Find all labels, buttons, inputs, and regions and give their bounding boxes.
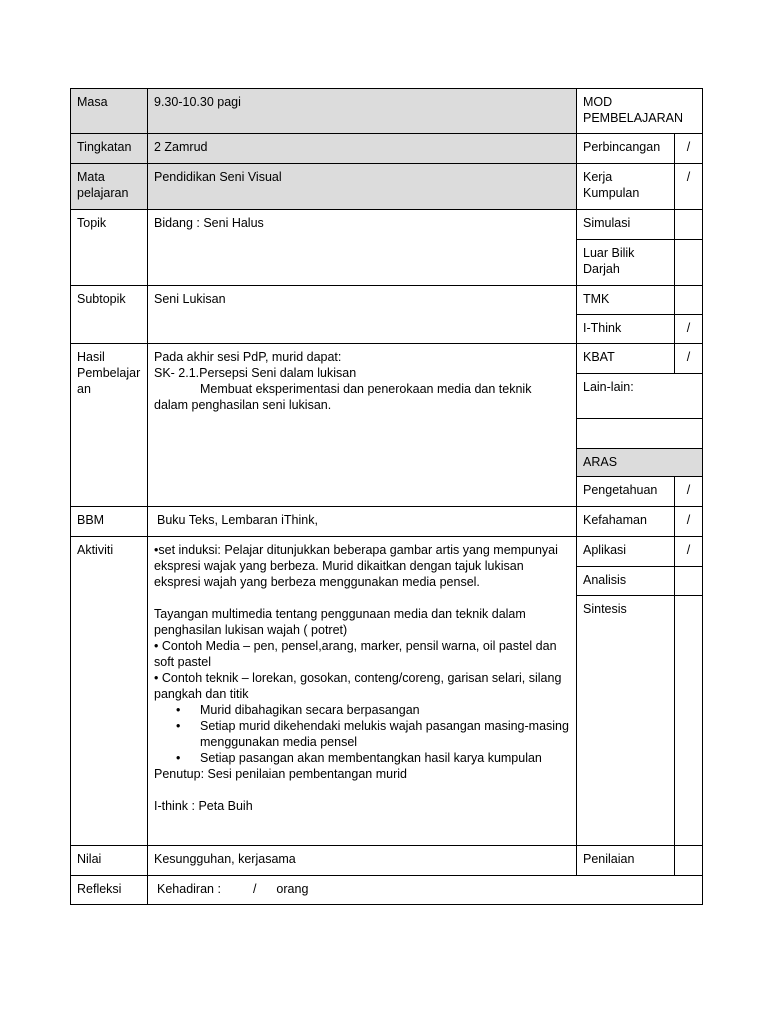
aras-mark-sintesis — [675, 596, 703, 846]
bullet-icon: • — [176, 751, 181, 765]
aktiviti-penutup: Penutup: Sesi penilaian pembentangan murid — [154, 767, 407, 781]
bullet-icon: • — [176, 703, 181, 717]
penilaian-mark — [675, 846, 703, 876]
list-item: • Setiap murid dikehendaki melukis wajah pasangan masing-masing menggunakan media pensel — [176, 719, 569, 749]
refleksi-slash: / — [252, 882, 257, 896]
aras-mark-pengetahuan: / — [675, 477, 703, 507]
value-topik: Bidang : Seni Halus — [148, 210, 577, 286]
hasil-line-1: Pada akhir sesi PdP, murid dapat: — [154, 350, 342, 364]
mod-item-kbat: KBAT — [577, 344, 675, 374]
bullet-icon: • — [176, 719, 181, 733]
aras-header: ARAS — [577, 449, 703, 477]
aras-item-kefahaman: Kefahaman — [577, 507, 675, 537]
label-masa: Masa — [70, 88, 148, 134]
aktiviti-contoh-teknik: • Contoh teknik – lorekan, gosokan, conteng/coreng, garisan selari, silang pangkah dan titik — [154, 671, 562, 701]
mod-lain-lain: Lain-lain: — [577, 374, 703, 419]
aktiviti-ithink: I-think : Peta Buih — [154, 799, 253, 813]
mod-item-simulasi: Simulasi — [577, 210, 675, 240]
mod-mark-simulasi — [675, 210, 703, 240]
aktiviti-tayangan: Tayangan multimedia tentang penggunaan media dan teknik dalam penghasilan lukisan wajah ( potret) — [154, 607, 526, 637]
value-refleksi — [148, 876, 703, 905]
mod-mark-kerja-kumpulan: / — [675, 164, 703, 210]
aras-item-sintesis: Sintesis — [577, 596, 675, 846]
aras-item-aplikasi: Aplikasi — [577, 537, 675, 567]
mod-item-luar-bilik-darjah: Luar Bilik Darjah — [577, 240, 675, 286]
value-bbm: Buku Teks, Lembaran iThink, — [148, 507, 577, 537]
label-mata-pelajaran: Mata pelajaran — [70, 164, 148, 210]
lesson-plan-table — [70, 88, 703, 905]
label-refleksi: Refleksi — [70, 876, 148, 905]
hasil-line-3: Membuat eksperimentasi dan penerokaan media dan teknik — [200, 382, 532, 396]
aras-mark-analisis — [675, 567, 703, 596]
value-aktiviti — [148, 537, 577, 846]
mod-mark-i-think: / — [675, 315, 703, 344]
label-hasil-pembelajaran: Hasil Pembelajar an — [70, 344, 148, 507]
mod-mark-kbat: / — [675, 344, 703, 374]
mod-item-tmk: TMK — [577, 286, 675, 315]
aras-mark-aplikasi: / — [675, 537, 703, 567]
aras-mark-kefahaman: / — [675, 507, 703, 537]
value-mata-pelajaran: Pendidikan Seni Visual — [148, 164, 577, 210]
mod-item-perbincangan: Perbincangan — [577, 134, 675, 164]
aras-item-pengetahuan: Pengetahuan — [577, 477, 675, 507]
hasil-line-4: dalam penghasilan seni lukisan. — [154, 398, 332, 412]
list-item: • Setiap pasangan akan membentangkan hasil karya kumpulan — [176, 751, 542, 765]
label-topik: Topik — [70, 210, 148, 286]
aktiviti-contoh-media: • Contoh Media – pen, pensel,arang, marker, pensil warna, oil pastel dan soft pastel — [154, 639, 557, 669]
value-subtopik: Seni Lukisan — [148, 286, 577, 344]
value-hasil-pembelajaran — [148, 344, 577, 507]
value-masa: 9.30-10.30 pagi — [148, 88, 577, 134]
refleksi-orang: orang — [276, 882, 309, 896]
value-nilai: Kesungguhan, kerjasama — [148, 846, 577, 876]
mod-blank-row — [577, 419, 703, 449]
aktiviti-set-induksi: •set induksi: Pelajar ditunjukkan beberapa gambar artis yang mempunyai ekspresi wajak yang berbeza. Murid dikaitkan dengan tajuk lukisan ekspresi wajah yang berbeza menggunakan media pensel. — [154, 543, 558, 589]
mod-mark-perbincangan: / — [675, 134, 703, 164]
refleksi-kehadiran: Kehadiran : — [157, 882, 221, 896]
list-item: • Murid dibahagikan secara berpasangan — [176, 703, 420, 717]
mod-mark-tmk — [675, 286, 703, 315]
value-tingkatan: 2 Zamrud — [148, 134, 577, 164]
mod-item-i-think: I-Think — [577, 315, 675, 344]
mod-header: MOD PEMBELAJARAN — [577, 88, 703, 134]
label-nilai: Nilai — [70, 846, 148, 876]
hasil-line-2: SK- 2.1.Persepsi Seni dalam lukisan — [154, 366, 357, 380]
label-tingkatan: Tingkatan — [70, 134, 148, 164]
label-bbm: BBM — [70, 507, 148, 537]
mod-mark-luar-bilik-darjah — [675, 240, 703, 286]
mod-item-kerja-kumpulan: Kerja Kumpulan — [577, 164, 675, 210]
label-subtopik: Subtopik — [70, 286, 148, 344]
label-aktiviti: Aktiviti — [70, 537, 148, 846]
aras-item-analisis: Analisis — [577, 567, 675, 596]
penilaian-label: Penilaian — [577, 846, 675, 876]
